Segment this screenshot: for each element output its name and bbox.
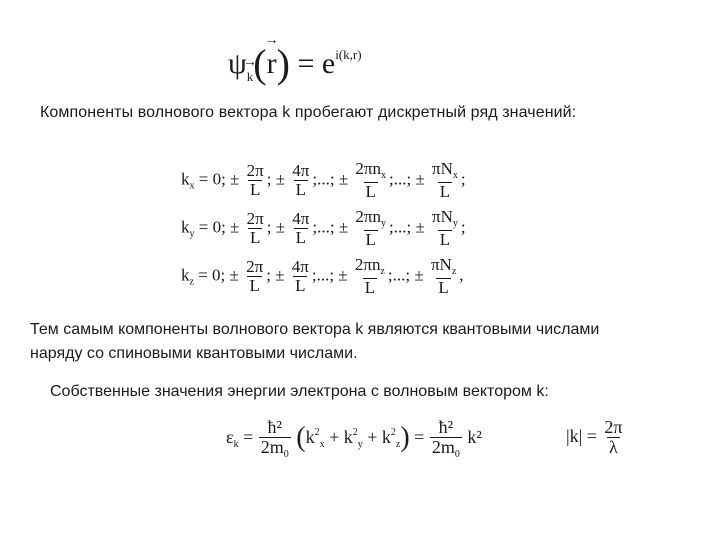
fraction: $\frac{2\pi n_z}{L}$ xyxy=(354,255,385,297)
fraction: $\frac{4\pi}{L}$ xyxy=(292,208,310,247)
fraction: $\frac{2\pi}{L}$ xyxy=(246,208,264,247)
kx-row: $k_x = 0$; ± $\frac{2\pi}{L}$ ; ± $\frac{4\pi}{L}$ ;...; ± $\frac{2\pi n_x}{L}$ ;...; ± $\frac{\pi N_x}{L}$ ; xyxy=(181,159,466,201)
quantum-text-line-2: наряду со спиновыми квантовыми числами. xyxy=(30,345,358,362)
kz-row: $k_z = 0$; ± $\frac{2\pi}{L}$ ; ± $\frac{4\pi}{L}$ ;...; ± $\frac{2\pi n_z}{L}$ ;...; ± $\frac{\pi N_z}{L}$ , xyxy=(181,255,464,297)
psi-subscript: → $_k$ xyxy=(247,69,254,84)
energy-text: Собственные значения энергии электрона с волновым вектором k: xyxy=(50,383,549,400)
equals-sign: = xyxy=(297,47,315,80)
left-paren: ( xyxy=(253,41,267,86)
fraction: $\frac{2\pi}{L}$ xyxy=(246,256,264,295)
fraction: $\frac{2\pi}{\lambda}$ xyxy=(604,417,623,457)
fraction: $\frac{\pi N_y}{L}$ xyxy=(432,207,458,249)
fraction: $\frac{\pi N_x}{L}$ xyxy=(432,159,458,201)
fraction: $\frac{2\pi n_y}{L}$ xyxy=(355,207,387,249)
wave-function-formula xyxy=(228,40,362,87)
fraction: $\frac{2\pi n_x}{L}$ xyxy=(355,159,387,201)
exp-power: i(k,r) xyxy=(335,47,362,62)
fraction: $\frac{2\pi}{L}$ xyxy=(246,160,264,199)
fraction: $\frac{4\pi}{L}$ xyxy=(291,256,309,295)
energy-formula: $\varepsilon_k$ = $\frac{\text{ħ²}}{2m_0}$ $(k^2_x + k^2_y + k^2_z)$ = $\frac{\text{ħ²}}{2m_0}$ k² xyxy=(226,417,482,460)
r-vector: → r xyxy=(267,47,277,81)
fraction: $\frac{4\pi}{L}$ xyxy=(292,160,310,199)
right-paren: ) xyxy=(276,41,290,86)
components-text: Компоненты волнового вектора k пробегают дискретный ряд значений: xyxy=(40,104,577,121)
ky-row: $k_y = 0$; ± $\frac{2\pi}{L}$ ; ± $\frac{4\pi}{L}$ ;...; ± $\frac{2\pi n_y}{L}$ ;...; ± $\frac{\pi N_y}{L}$ ; xyxy=(181,207,466,249)
fraction: $\frac{\text{ħ²}}{2m_0}$ xyxy=(260,417,289,460)
k-magnitude-formula: |k| = $\frac{2\pi}{\lambda}$ xyxy=(566,417,623,457)
psi-symbol: ψ xyxy=(228,47,247,80)
fraction: $\frac{\text{ħ²}}{2m_0}$ xyxy=(431,417,460,460)
exp-base: e xyxy=(321,47,336,80)
quantum-text-line-1: Тем самым компоненты волнового вектора k являются квантовыми числами xyxy=(30,321,600,338)
fraction: $\frac{\pi N_z}{L}$ xyxy=(430,255,457,297)
